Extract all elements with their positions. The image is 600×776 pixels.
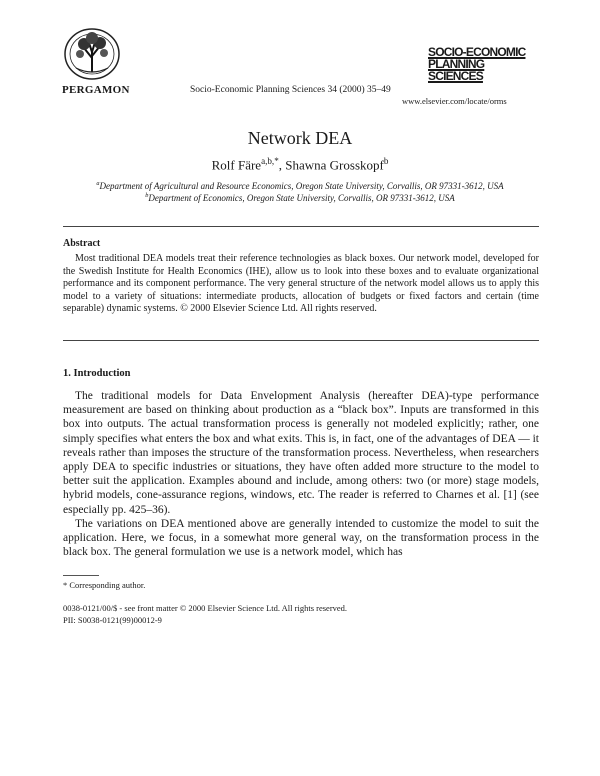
divider	[63, 340, 539, 341]
pii-identifier: PII: S0038-0121(99)00012-9	[63, 615, 162, 625]
section-heading: 1. Introduction	[63, 368, 131, 379]
journal-url-link[interactable]: www.elsevier.com/locate/orms	[402, 96, 507, 106]
affiliation	[0, 180, 600, 191]
author-name: Rolf Färe	[211, 157, 262, 173]
journal-logo-line-2: PLANNING SCIENCES	[428, 57, 485, 83]
affiliation-mark: b	[145, 192, 149, 199]
copyright-line: 0038-0121/00/$ - see front matter © 2000 Elsevier Science Ltd. All rights reserved.	[63, 603, 348, 613]
affiliation	[0, 192, 600, 203]
body-paragraph: The traditional models for Data Envelopment Analysis (hereafter DEA)-type performance measurement are based on thinking about production as a “black box”. Inputs are transformed in this box into outputs. The actual transformation process is generally not modeled explicitly; rather, one simply specifies what enters the box and what exits. This is, in fact, one of the advantages of DEA — it reveals rather than imposes the structure of the transformation process. Nevertheless, when researchers apply DEA to specific industries or situations, they have often added more structure to the model to better suit the application. Examples abound and include, among others: two (or more) stage models, hybrid models, cone-assurance regions, windows, etc. The reader is referred to Charnes et al. [1] (see especially pp. 425–36).	[63, 390, 539, 516]
affiliation-mark: a	[96, 180, 100, 187]
author-separator: ,	[278, 157, 286, 173]
publisher-logo-tree-emblem	[62, 28, 122, 84]
affiliation-text: Department of Agricultural and Resource Economics, Oregon State University, Corvallis, OR 97331-3612, USA	[99, 181, 504, 191]
body-paragraph: The variations on DEA mentioned above are generally intended to customize the model to suit the application. Here, we focus, in a somewhat more general way, on the transformation process in the black box. The general formulation we use is a network model, which has	[63, 518, 539, 559]
abstract-body: Most traditional DEA models treat their reference technologies as black boxes. Our network model, developed for the Swedish Institute for Health Economics (IHE), allow us to look into these boxes and to evaluate organizational performance and its component performance. The very general structure of the network model allows us to apply this model to a variety of situations: intermediate products, allocation of budgets or fixed factors and certain (time separable) dynamic systems. © 2000 Elsevier Science Ltd. All rights reserved.	[63, 253, 539, 314]
paper-title: Network DEA	[247, 128, 353, 148]
publisher-name: PERGAMON	[62, 84, 130, 96]
author-list	[0, 156, 600, 173]
journal-logo	[428, 46, 538, 82]
footnote-divider	[63, 575, 99, 576]
author-affiliation-marks: a,b,*	[261, 156, 279, 166]
footnote: * Corresponding author.	[63, 580, 146, 590]
affiliation-text: Department of Economics, Oregon State University, Corvallis, OR 97331-3612, USA	[148, 193, 455, 203]
author-name: Shawna Grosskopf	[285, 157, 384, 173]
journal-citation: Socio-Economic Planning Sciences 34 (2000) 35–49	[190, 85, 391, 95]
abstract-heading: Abstract	[63, 238, 101, 249]
journal-logo-line-1: SOCIO-ECONOMIC	[428, 45, 526, 59]
divider	[63, 226, 539, 227]
author-affiliation-marks: b	[383, 156, 389, 166]
